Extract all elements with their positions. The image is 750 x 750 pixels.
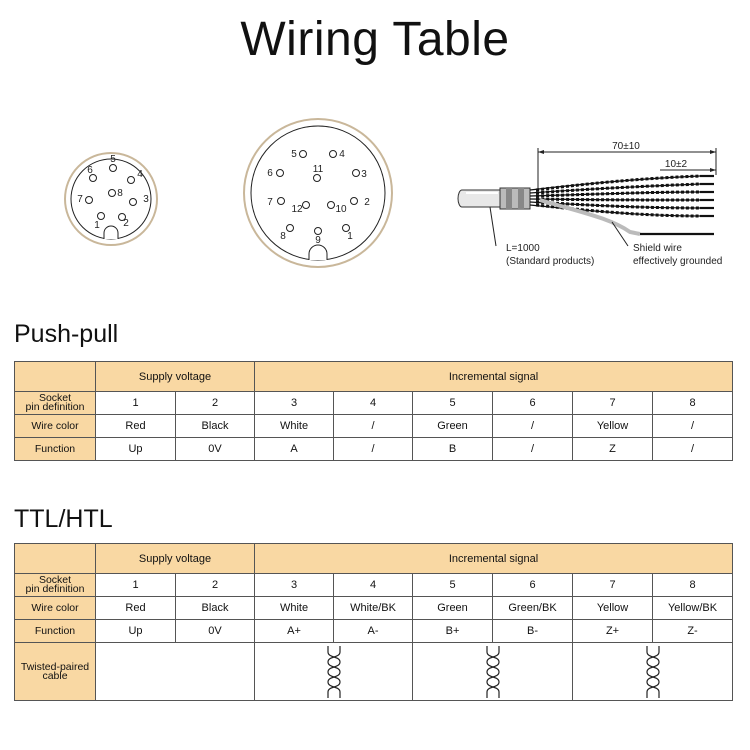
cable-drawing xyxy=(458,141,722,267)
table-cell: / xyxy=(493,438,573,461)
connector-pin xyxy=(315,228,322,235)
connector-12pin xyxy=(244,119,392,267)
supply-voltage-header: Supply voltage xyxy=(96,362,255,392)
table-cell: Z- xyxy=(653,620,733,643)
table-cell: Red xyxy=(96,597,176,620)
pin-number-label: 9 xyxy=(315,235,321,246)
table-cell: Z xyxy=(573,438,653,461)
table-cell: 4 xyxy=(334,392,413,415)
ttl-htl-heading: TTL/HTL xyxy=(14,505,113,533)
pin-number-label: 8 xyxy=(117,188,123,199)
table-cell: 4 xyxy=(334,574,413,597)
connector-pin xyxy=(277,170,284,177)
table-cell: White xyxy=(255,597,334,620)
corner-cell xyxy=(15,362,96,392)
pin-number-label: 8 xyxy=(280,231,286,242)
table-cell: Green xyxy=(413,597,493,620)
pin-number-label: 4 xyxy=(137,169,143,180)
twisted-pair-icon xyxy=(478,646,508,698)
dimension-overall: 70±10 xyxy=(612,141,640,152)
push-pull-heading: Push-pull xyxy=(14,320,119,348)
table-cell: Up xyxy=(96,438,176,461)
pin-number-label: 7 xyxy=(77,194,83,205)
table-cell: 2 xyxy=(176,574,255,597)
table-cell: Green xyxy=(413,415,493,438)
pin-number-label: 7 xyxy=(267,197,273,208)
incremental-signal-header: Incremental signal xyxy=(255,362,733,392)
wiring-diagram xyxy=(0,0,750,300)
pin-number-label: 2 xyxy=(364,197,370,208)
connector-pin xyxy=(278,198,285,205)
table-cell: / xyxy=(334,438,413,461)
corner-cell xyxy=(15,544,96,574)
row-label-function: Function xyxy=(15,620,96,643)
table-cell: White xyxy=(255,415,334,438)
row-label-function: Function xyxy=(15,438,96,461)
connector-pin xyxy=(86,197,93,204)
connector-pin xyxy=(303,202,310,209)
connector-pin xyxy=(130,199,137,206)
row-label-pin: Socket pin definition xyxy=(15,392,96,415)
table-cell: 0V xyxy=(176,438,255,461)
pin-number-label: 1 xyxy=(94,220,100,231)
table-cell: B+ xyxy=(413,620,493,643)
table-cell: Black xyxy=(176,415,255,438)
pin-number-label: 6 xyxy=(87,165,93,176)
connector-pin xyxy=(287,225,294,232)
table-cell: Red xyxy=(96,415,176,438)
connector-pin xyxy=(300,151,307,158)
connector-pin xyxy=(128,177,135,184)
connector-pin xyxy=(109,190,116,197)
twisted-pair-icon xyxy=(638,646,668,698)
table-cell: 2 xyxy=(176,392,255,415)
table-cell: Green/BK xyxy=(493,597,573,620)
push-pull-table xyxy=(14,361,733,461)
shield-subnote: effectively grounded xyxy=(633,256,723,267)
table-cell: Black xyxy=(176,597,255,620)
pin-number-label: 3 xyxy=(361,169,367,180)
table-cell: 5 xyxy=(413,392,493,415)
pin-number-label: 12 xyxy=(291,204,303,215)
supply-voltage-header: Supply voltage xyxy=(96,544,255,574)
table-cell: 8 xyxy=(653,574,733,597)
incremental-signal-header: Incremental signal xyxy=(255,544,733,574)
table-cell: B xyxy=(413,438,493,461)
connector-pin xyxy=(314,175,321,182)
table-cell: Yellow xyxy=(573,415,653,438)
table-cell: 7 xyxy=(573,392,653,415)
table-cell: / xyxy=(493,415,573,438)
twisted-pair-cell xyxy=(573,643,733,701)
cable-length-subnote: (Standard products) xyxy=(506,256,595,267)
table-cell: 6 xyxy=(493,392,573,415)
table-cell: / xyxy=(653,415,733,438)
connector-pin xyxy=(353,170,360,177)
table-cell: Yellow xyxy=(573,597,653,620)
table-cell: A- xyxy=(334,620,413,643)
pin-number-label: 1 xyxy=(347,231,353,242)
table-cell: B- xyxy=(493,620,573,643)
connector-pin xyxy=(110,165,117,172)
table-cell: 1 xyxy=(96,392,176,415)
pin-number-label: 11 xyxy=(312,164,324,175)
pin-number-label: 5 xyxy=(110,154,116,165)
connector-pin xyxy=(98,213,105,220)
connector-pin xyxy=(330,151,337,158)
page-title: Wiring Table xyxy=(240,13,510,66)
cable-length-note: L=1000 xyxy=(506,243,540,254)
table-cell: 7 xyxy=(573,574,653,597)
twisted-pair-cell xyxy=(413,643,573,701)
pin-number-label: 4 xyxy=(339,149,345,160)
twisted-pair-icon xyxy=(319,646,349,698)
table-cell: / xyxy=(653,438,733,461)
table-cell: 6 xyxy=(493,574,573,597)
table-cell: 1 xyxy=(96,574,176,597)
table-cell: Up xyxy=(96,620,176,643)
table-cell: 3 xyxy=(255,392,334,415)
table-cell: 5 xyxy=(413,574,493,597)
table-cell: A+ xyxy=(255,620,334,643)
table-cell: White/BK xyxy=(334,597,413,620)
dimension-strip: 10±2 xyxy=(664,159,688,170)
connector-8pin xyxy=(65,153,157,245)
table-cell: Z+ xyxy=(573,620,653,643)
row-label-twisted-pair: Twisted-paired cable xyxy=(15,643,96,701)
row-label-pin: Socket pin definition xyxy=(15,574,96,597)
table-cell: 3 xyxy=(255,574,334,597)
ttl-htl-table xyxy=(14,543,733,701)
connector-pin xyxy=(351,198,358,205)
table-cell: 8 xyxy=(653,392,733,415)
pin-number-label: 10 xyxy=(335,204,347,215)
table-cell: / xyxy=(334,415,413,438)
pin-number-label: 6 xyxy=(267,168,273,179)
connector-pin xyxy=(328,202,335,209)
table-cell: A xyxy=(255,438,334,461)
pin-number-label: 5 xyxy=(291,149,297,160)
shield-note: Shield wire xyxy=(633,243,682,254)
pin-number-label: 2 xyxy=(123,218,129,229)
row-label-wire-color: Wire color xyxy=(15,415,96,438)
twisted-pair-cell xyxy=(255,643,413,701)
pin-number-label: 3 xyxy=(143,194,149,205)
table-cell: 0V xyxy=(176,620,255,643)
row-label-wire-color: Wire color xyxy=(15,597,96,620)
table-cell: Yellow/BK xyxy=(653,597,733,620)
twisted-cell-empty xyxy=(96,643,255,701)
